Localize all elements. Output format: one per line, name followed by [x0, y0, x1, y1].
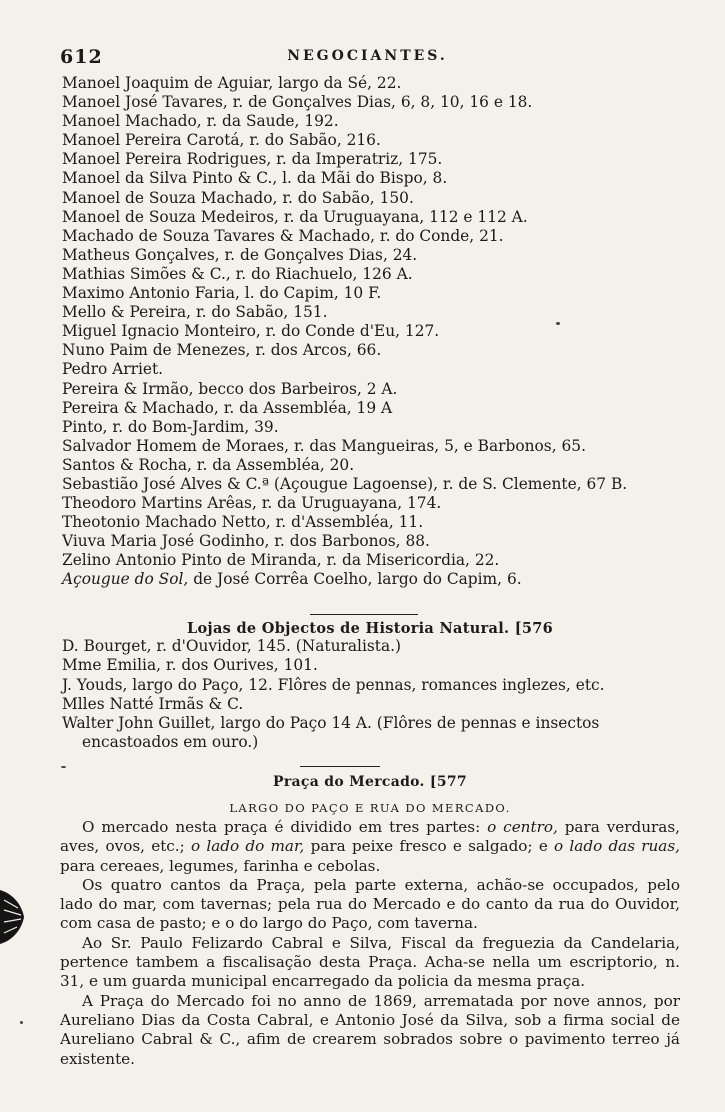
list-item: D. Bourget, r. d'Ouvidor, 145. (Naturalista.)	[62, 637, 402, 655]
running-head: NEGOCIANTES.	[287, 48, 448, 64]
entry-address: de José Corrêa Coelho, largo do Capim, 6.	[188, 570, 522, 589]
natural-history-list	[62, 637, 682, 753]
list-item: Pereira & Machado, r. da Assembléa, 19 A	[62, 398, 393, 417]
text-run-italic: o lado das ruas,	[554, 837, 680, 856]
list-item: Manoel José Tavares, r. de Gonçalves Dias, 6, 8, 10, 16 e 18.	[62, 93, 533, 112]
list-item: Mello & Pereira, r. do Sabão, 151.	[62, 303, 328, 322]
list-item-last	[62, 570, 682, 589]
section-divider	[310, 614, 418, 615]
list-item: Theodoro Martins Arêas, r. da Uruguayana, 174.	[62, 494, 442, 513]
paragraph	[60, 818, 680, 876]
list-item: Mlles Natté Irmãs & C.	[62, 694, 244, 713]
list-item: Nuno Paim de Menezes, r. dos Arcos, 66.	[62, 341, 382, 360]
text-run: O mercado nesta praça é dividido em tres partes:	[82, 818, 488, 836]
list-item: Manoel Pereira Rodrigues, r. da Imperatriz, 175.	[62, 150, 443, 169]
list-item: Mathias Simões & C., r. do Riachuelo, 126 A.	[62, 264, 413, 283]
list-item: Walter John Guillet, largo do Paço 14 A. (Flôres de pennas e insectos encastoados em ouro.)	[62, 714, 600, 752]
list-item: Theotonio Machado Netto, r. d'Assembléa, 11.	[62, 513, 424, 532]
list-item: Manoel de Souza Medeiros, r. da Uruguayana, 112 e 112 A.	[62, 207, 528, 226]
page-edge-blot	[0, 888, 30, 946]
paragraph: A Praça do Mercado foi no anno de 1869, arrematada por nove annos, por Aureliano Dias da Costa Cabral, e Antonio José da Silva, sob a firma social de Aureliano Cabral & C., afim de crearem sobrados sobre o pavimento terreo já existente.	[60, 991, 680, 1068]
list-item: Manoel Pereira Carotá, r. do Sabão, 216.	[62, 131, 381, 150]
entry-italic-name: Açougue do Sol,	[62, 570, 189, 589]
section-title: Lojas de Objectos de Historia Natural. [576	[186, 620, 554, 637]
list-item: Matheus Gonçalves, r. de Gonçalves Dias, 24.	[62, 245, 418, 264]
list-item: Maximo Antonio Faria, l. do Capim, 10 F.	[62, 284, 382, 303]
list-item: Pedro Arriet.	[62, 360, 164, 379]
list-item: Zelino Antonio Pinto de Miranda, r. da Misericordia, 22.	[62, 551, 500, 570]
list-item: Manoel Machado, r. da Saude, 192.	[62, 112, 339, 131]
list-item: Miguel Ignacio Monteiro, r. do Conde d'Eu, 127.	[62, 322, 440, 341]
text-run-italic: o centro,	[487, 818, 558, 836]
list-item: Mme Emilia, r. dos Ourives, 101.	[62, 656, 318, 675]
market-description	[60, 818, 680, 1069]
text-run-italic: o lado do mar,	[191, 837, 305, 856]
section-subtitle: LARGO DO PAÇO E RUA DO MERCADO.	[229, 801, 511, 815]
text-run: para cereaes, legumes, farinha e cebolas.	[60, 856, 381, 875]
list-item: Santos & Rocha, r. da Assembléa, 20.	[62, 455, 355, 474]
list-item: Sebastião José Alves & C.ª (Açougue Lagoense), r. de S. Clemente, 67 B.	[62, 474, 628, 493]
ink-speck	[20, 1021, 23, 1024]
page-header	[60, 46, 675, 70]
paragraph: Os quatro cantos da Praça, pela parte externa, achão-se occupados, pelo lado do mar, com tavernas; pela rua do Mercado e do canto da rua do Ouvidor, com casa de pasto; e o do largo do Paço, com taverna.	[60, 875, 680, 933]
list-item: Pinto, r. do Bom-Jardim, 39.	[62, 417, 279, 436]
ink-speck	[556, 322, 560, 325]
section-title: Praça do Mercado. [577	[273, 774, 467, 790]
list-item: Manoel da Silva Pinto & C., l. da Mãi do Bispo, 8.	[62, 169, 448, 188]
list-item: Viuva Maria José Godinho, r. dos Barbonos, 88.	[62, 532, 430, 551]
page-number: 612	[60, 46, 103, 68]
list-item: Machado de Souza Tavares & Machado, r. do Conde, 21.	[62, 226, 504, 245]
list-item: Manoel Joaquim de Aguiar, largo da Sé, 22.	[62, 74, 402, 92]
text-run: para peixe fresco e salgado; e	[304, 837, 555, 856]
ink-speck	[61, 766, 66, 768]
merchant-list	[62, 74, 682, 590]
text-run: para verduras, aves, ovos, etc.;	[60, 818, 680, 856]
paragraph: Ao Sr. Paulo Felizardo Cabral e Silva, Fiscal da freguezia da Candelaria, pertence tambem a fiscalisação desta Praça. Acha-se nella um escriptorio, n. 31, e um guarda municipal encarregado da policia da mesma praça.	[60, 933, 680, 991]
list-item: Salvador Homem de Moraes, r. das Mangueiras, 5, e Barbonos, 65.	[62, 436, 586, 455]
list-item: Pereira & Irmão, becco dos Barbeiros, 2 A.	[62, 379, 398, 398]
section-divider	[300, 766, 380, 767]
list-item: Manoel de Souza Machado, r. do Sabão, 150.	[62, 188, 414, 207]
list-item: J. Youds, largo do Paço, 12. Flôres de pennas, romances inglezes, etc.	[62, 675, 605, 694]
